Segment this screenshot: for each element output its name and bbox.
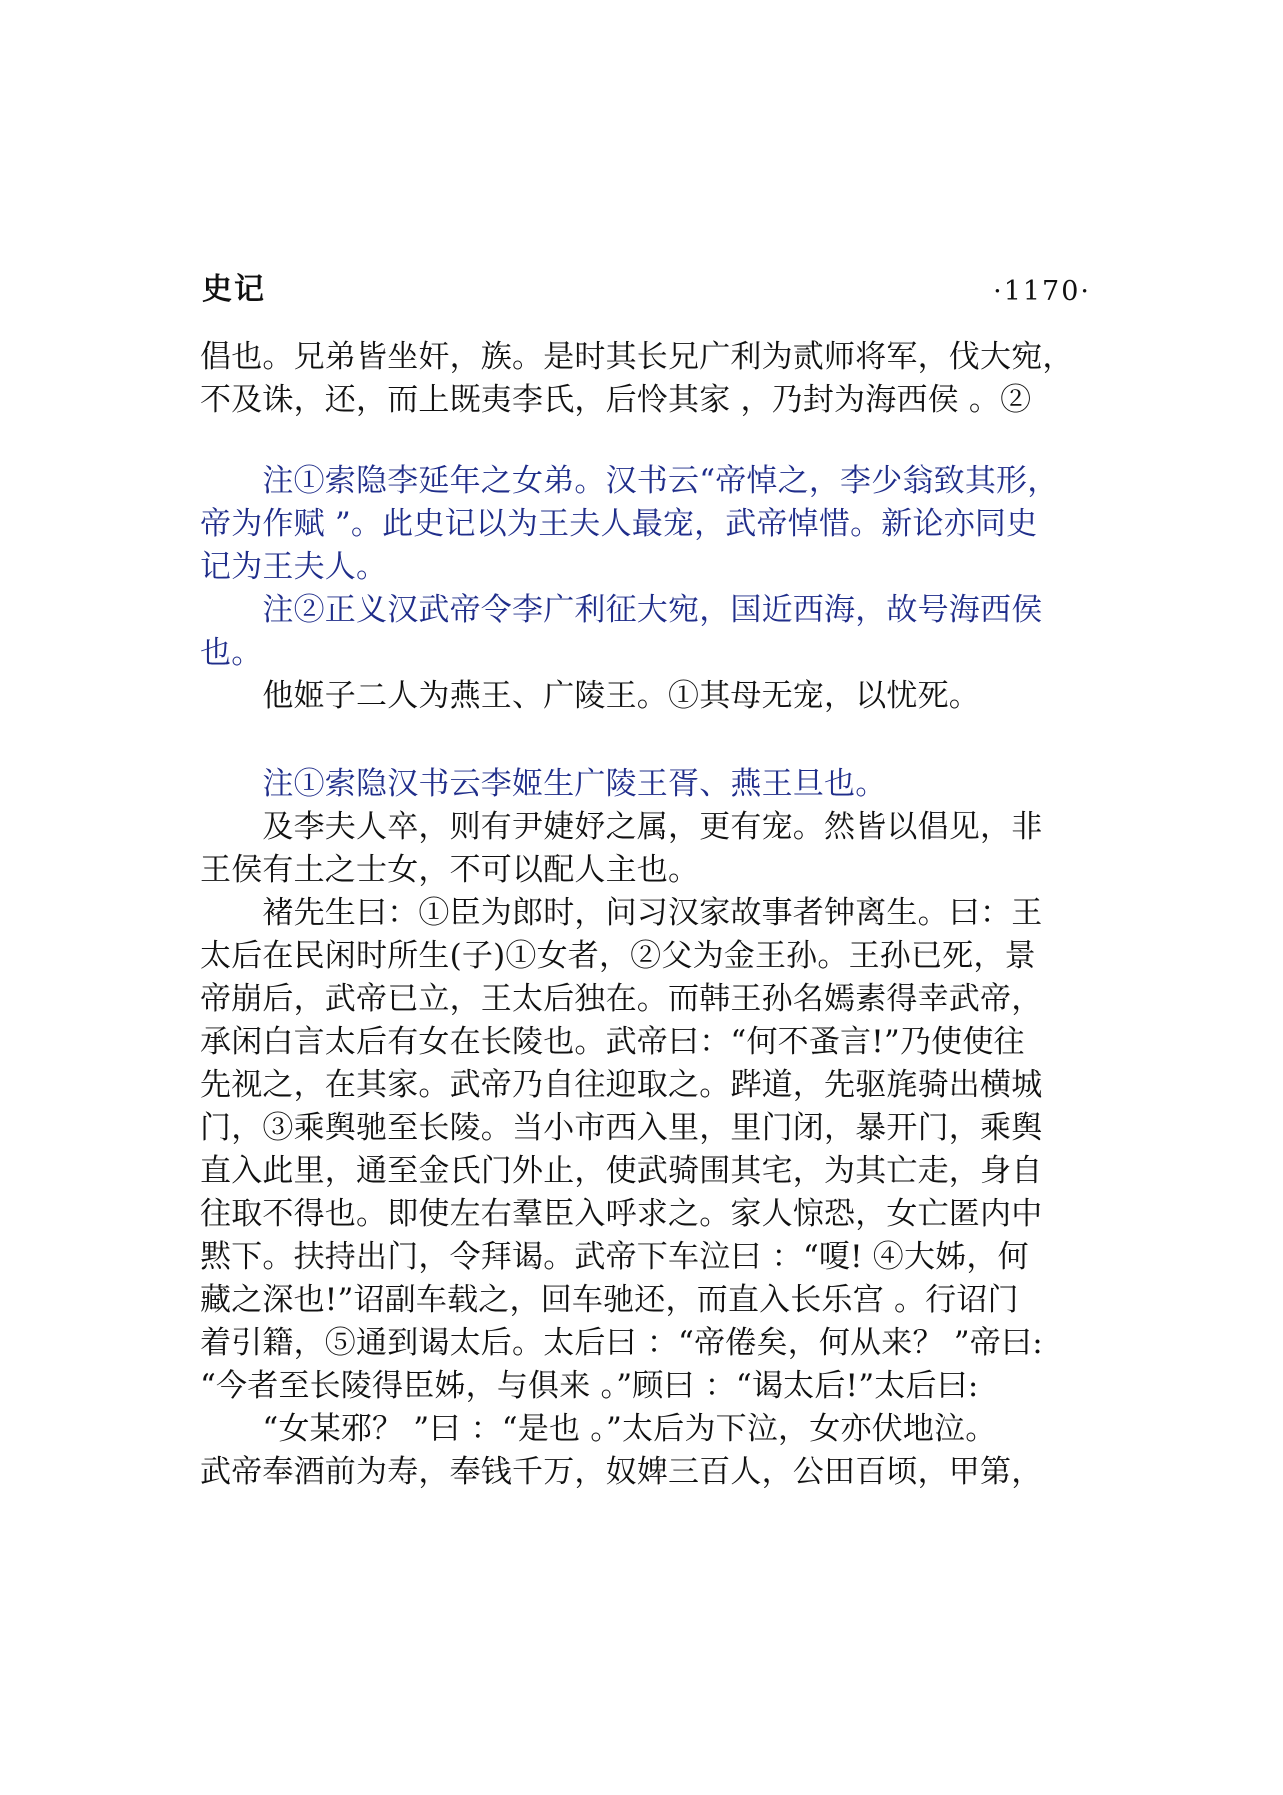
text-line: 武帝奉酒前为寿，奉钱千万，奴婢三百人，公田百顷，甲第，	[200, 1454, 1043, 1490]
text-line: 王侯有土之士女，不可以配人主也。	[200, 852, 700, 888]
text-line: 承闲白言太后有女在长陵也。武帝曰：“何不蚤言!”乃使使往	[200, 1024, 1025, 1060]
text-line: 直入此里，通至金氏门外止，使武骑围其宅，为其亡走，身自	[200, 1153, 1043, 1189]
body-paragraph	[200, 806, 1100, 892]
text-line: 褚先生曰：①臣为郎时，问习汉家故事者钟离生。曰：王	[200, 895, 1043, 931]
text-line: 先视之，在其家。武帝乃自往迎取之。跸道，先驱旄骑出横城	[200, 1067, 1043, 1103]
text-line: 着引籍，⑤通到谒太后。太后曰 ：“帝倦矣，何从来？ ”帝曰:	[200, 1325, 1043, 1361]
note-line: 记为王夫人。	[200, 549, 388, 585]
text-line: 倡也。兄弟皆坐奸，族。是时其长兄广利为贰师将军，伐大宛，	[200, 339, 1074, 375]
text-line: 他姬子二人为燕王、广陵王。①其母无宠，以忧死。	[200, 678, 980, 714]
text-line: 黙下。扶持出门，令拜谒。武帝下车泣曰 ：“嗄! ④大姊，何	[200, 1239, 1029, 1275]
text-line: 不及诛，还，而上既夷李氏，后怜其家 ，乃封为海西侯 。②	[200, 382, 1032, 418]
text-line: “今者至长陵得臣姊，与俱来 。”顾曰 ：“谒太后!”太后曰:	[200, 1368, 979, 1404]
annotation-note	[200, 589, 1100, 675]
annotation-note	[200, 460, 1100, 589]
text-line: 太后在民闲时所生(子)①女者，②父为金王孙。王孙已死，景	[200, 938, 1036, 974]
note-line: 注①索隐李延年之女弟。汉书云“帝悼之，李少翁致其形，	[200, 463, 1059, 499]
text-line: 帝崩后，武帝已立，王太后独在。而韩王孙名嫣素得幸武帝，	[200, 981, 1043, 1017]
body-paragraph	[200, 675, 1100, 718]
page-number: ·1170·	[993, 276, 1091, 307]
text-line: 门，③乘舆驰至长陵。当小市西入里，里门闭，暴开门，乘舆	[200, 1110, 1043, 1146]
text-line: 往取不得也。即使左右羣臣入呼求之。家人惊恐，女亡匿内中	[200, 1196, 1043, 1232]
note-line: 帝为作赋 ”。此史记以为王夫人最宠，武帝悼惜。新论亦同史	[200, 506, 1038, 542]
note-line: 注②正义汉武帝令李广利征大宛，国近西海，故号海西侯	[200, 592, 1043, 628]
text-line: “女某邪？ ”曰 ：“是也 。”太后为下泣，女亦伏地泣。	[200, 1411, 997, 1447]
body-paragraph	[200, 892, 1100, 1494]
note-line: 也。	[200, 635, 263, 671]
note-line: 注①索隐汉书云李姬生广陵王胥、燕王旦也。	[200, 766, 887, 802]
text-line: 藏之深也!”诏副车载之，回车驰还，而直入长乐宫 。行诏门	[200, 1282, 1019, 1318]
body-paragraph	[200, 336, 1100, 422]
text-line: 及李夫人卒，则有尹婕妤之属，更有宠。然皆以倡见，非	[200, 809, 1043, 845]
annotation-note	[200, 763, 1100, 806]
running-header-title: 史记	[202, 272, 266, 307]
